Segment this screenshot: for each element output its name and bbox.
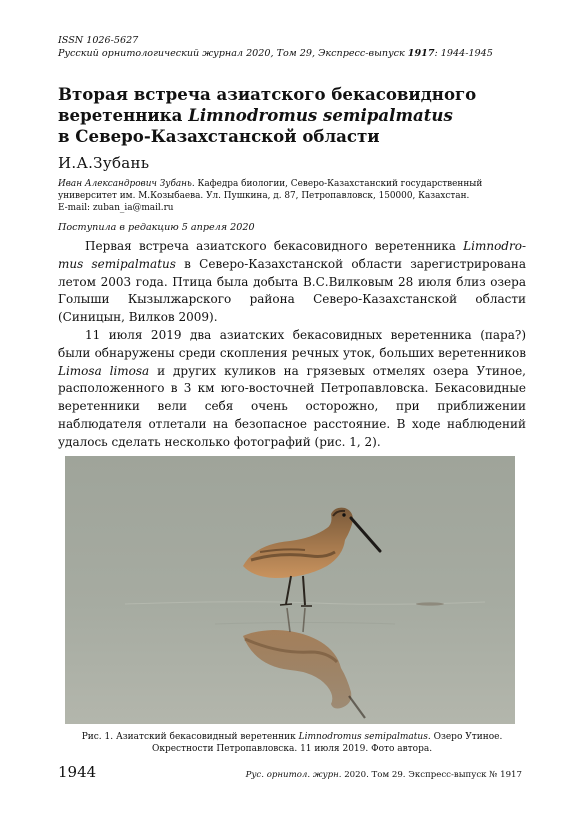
page-number: 1944 [58,763,97,781]
journal-citation: Русский орнитологический журнал 2020, Том 29, Экспресс-выпуск 1917: 1944-1945 [58,48,493,59]
figure-caption: Рис. 1. Азиатский бекасовидный веретенник Limnodromus semipalmatus. Озеро Утиное. Окрестности Петропавловска. 11 июля 2019. Фото автора. [81,732,503,755]
author-affiliation: Иван Александрович Зубань. Кафедра биологии, Северо-Казахстанский государственный университет им. М.Козыбаева. Ул. Пушкина, д. 87, Петропавловск, 150000, Казахстан. E-mail: zuban_ia@mail.ru [58,178,528,215]
journal-header [58,34,538,60]
species-name: Limnodromus semipalmatus [188,105,453,125]
author-name: И.А.Зубань [58,154,150,172]
paragraph: 11 июля 2019 два азиатских бекасовидных веретенника (пара?) были обнаружены среди скопления речных уток, больших веретенников Limosa limosa и других куликов на грязевых отмелях озера Утиное, расположенного в 3 км юго-восточней Петропавловска. Бекасовидные веретенники вели себя очень осторожно, при приближении наблюдателя отлетали на безопасное расстояние. В ходе наблюдений удалось сделать несколько фотографий (рис. 1, 2). [58,327,527,449]
article-title: Вторая встреча азиатского бекасовидного веретенника Limnodromus semipalmatus в Северо-Казахстанской области [58,84,477,146]
paragraph: Первая встреча азиатского бекасовидного веретенника Limnodro-mus semipalmatus в Северо-Казахстанской области зарегистрирована летом 2003 года. Птица была добыта В.С.Вилковым 28 июля близ озера Голыши Кызылжарского района Северо-Казахстанской области (Синицын, Вилков 2009). [58,239,526,325]
issn: ISSN 1026-5627 [58,35,139,46]
bird-photo [65,456,515,724]
author-email: E-mail: zuban_ia@mail.ru [58,203,174,214]
issue-number: 1917 [407,48,435,59]
received-date: Поступила в редакцию 5 апреля 2020 [58,222,255,233]
running-footer: Рус. орнитол. журн. 2020. Том 29. Экспресс-выпуск № 1917 [245,770,522,780]
article-body [58,238,526,452]
